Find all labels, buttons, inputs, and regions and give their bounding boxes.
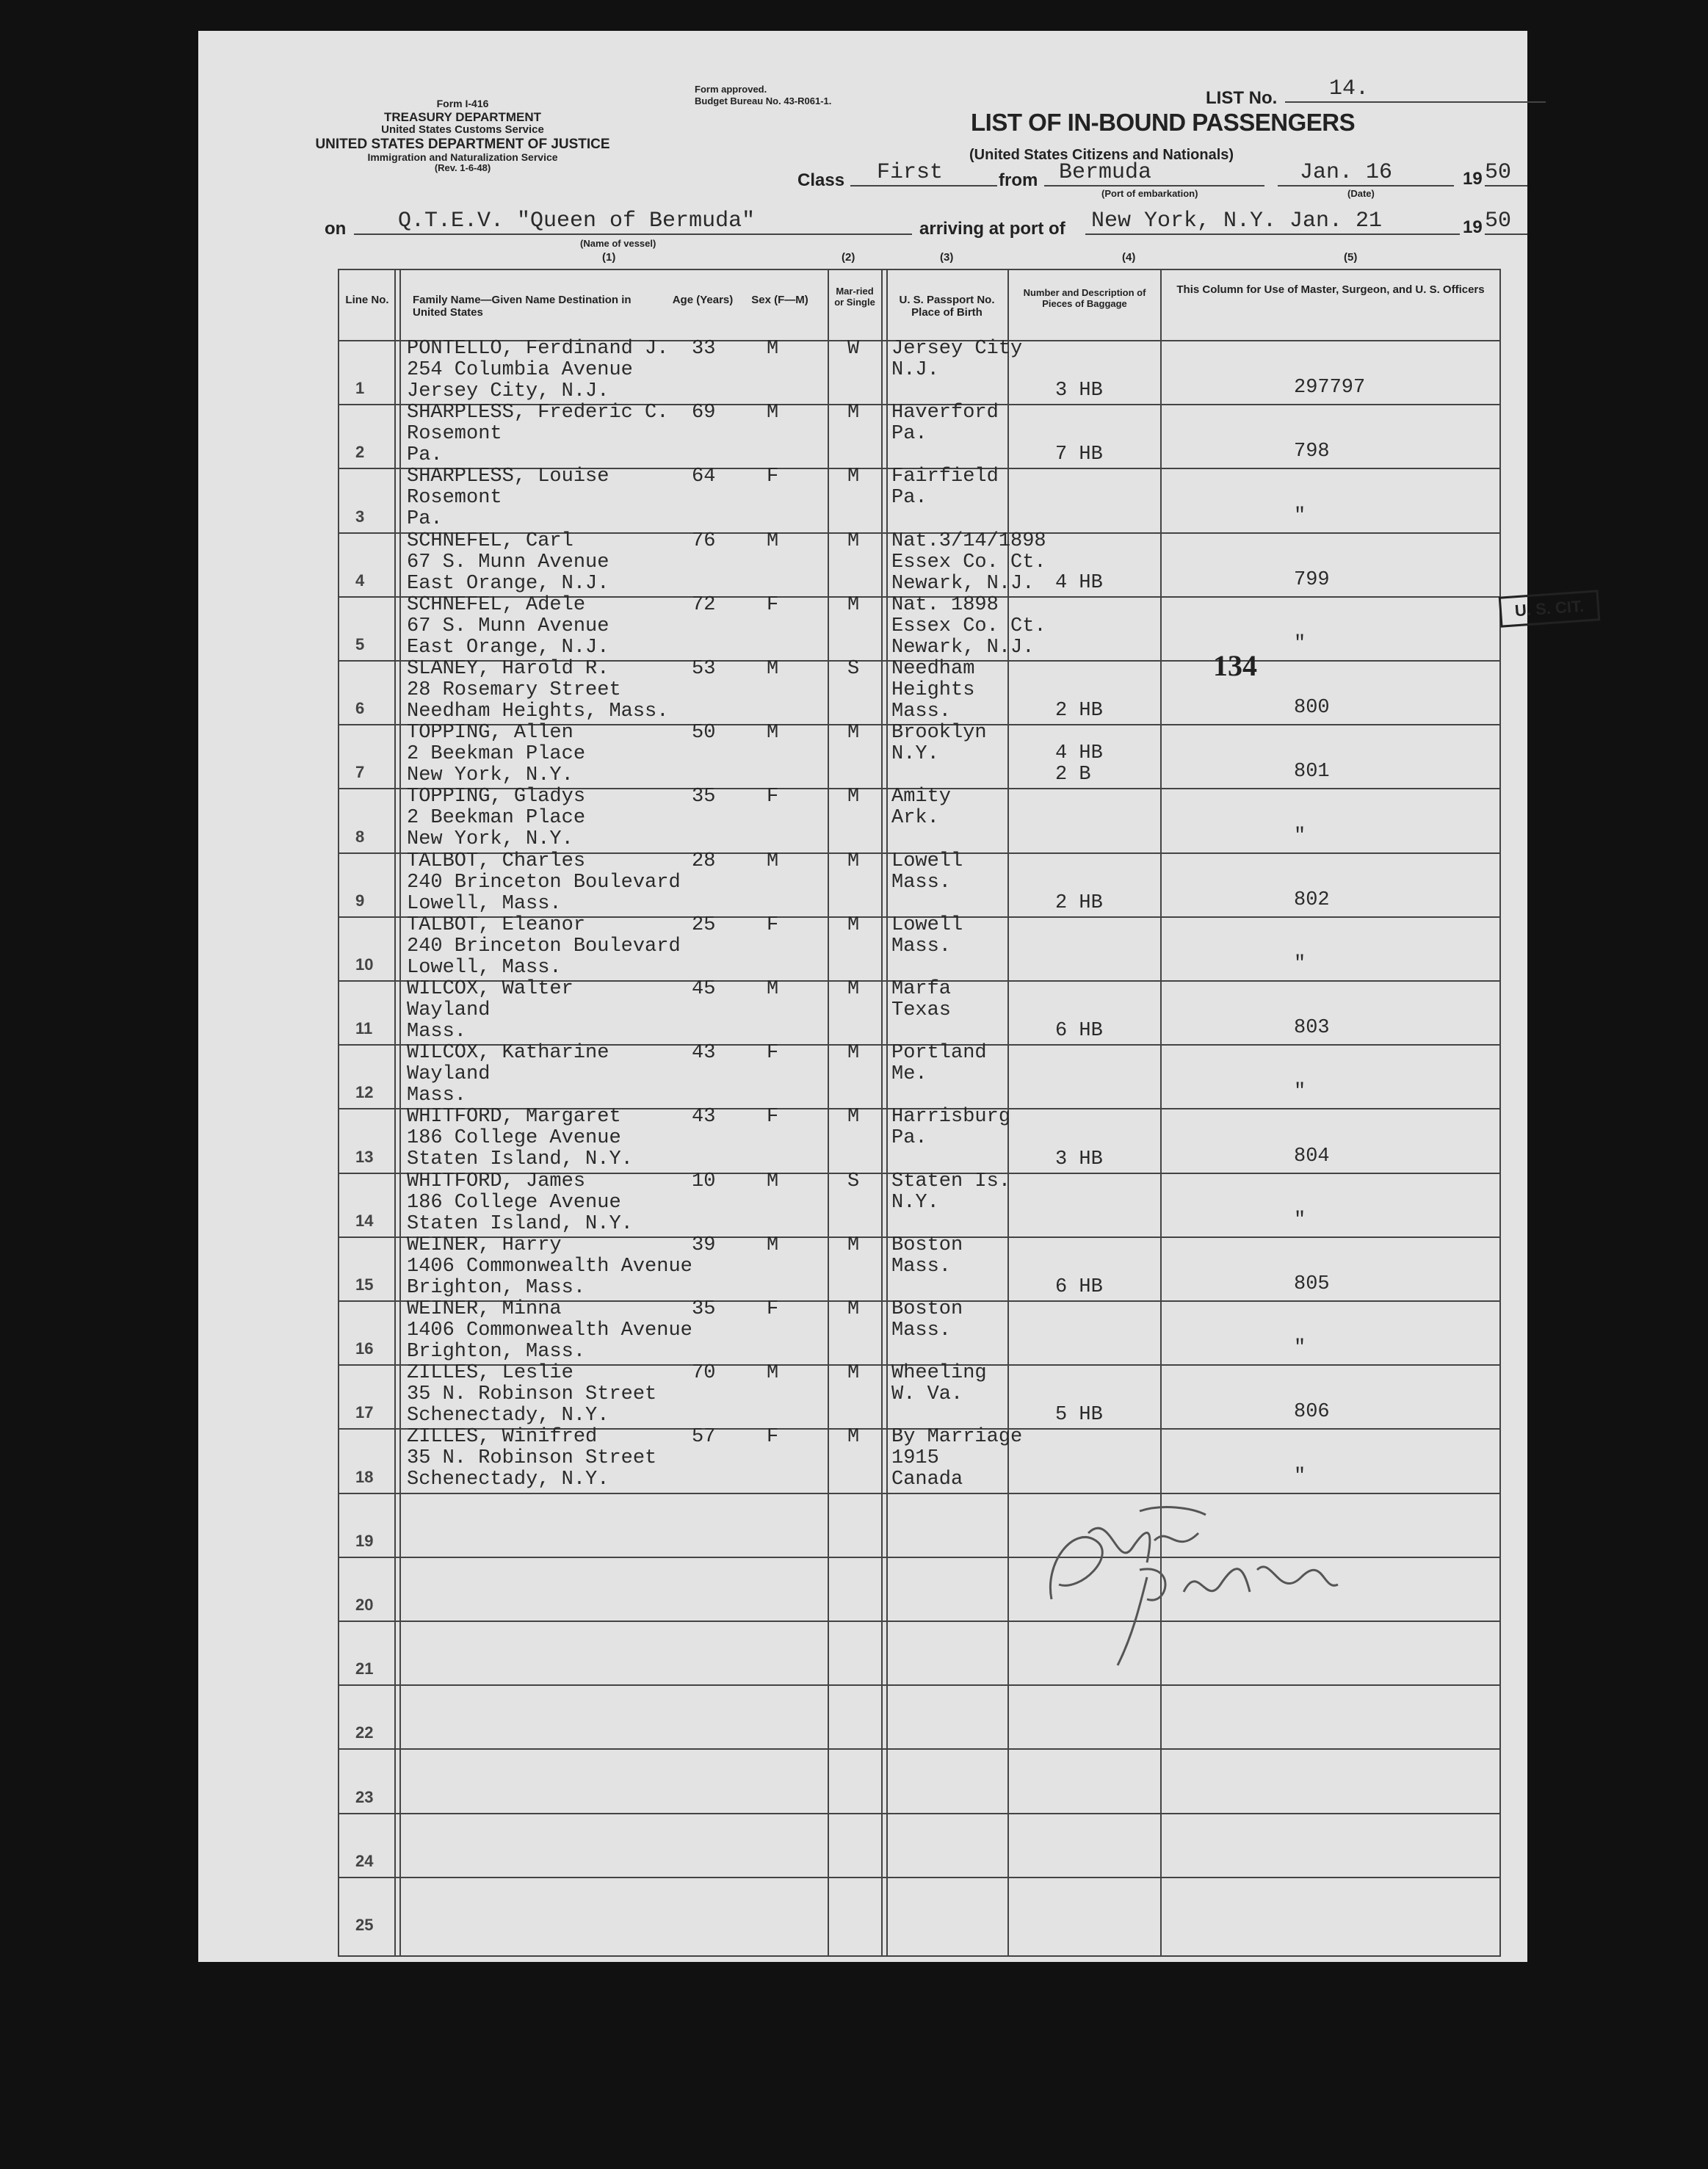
col-number-4: (4): [1122, 251, 1136, 264]
line-number: 20: [355, 1595, 374, 1614]
arrival-year-field: 50: [1485, 209, 1527, 235]
baggage-pieces: 4 HB: [1055, 571, 1103, 594]
list-no-label: LIST No.: [1206, 88, 1278, 108]
passenger-sex: M: [767, 529, 779, 552]
page-number-stamp: 134: [1213, 649, 1257, 682]
passenger-name-destination: SHARPLESS, Frederic C. Rosemont Pa.: [407, 402, 669, 467]
col-number-3: (3): [940, 251, 954, 264]
year-prefix: 19: [1463, 169, 1483, 189]
passenger-list-form: [198, 31, 1585, 1962]
passenger-age: 72: [692, 593, 716, 616]
passenger-birthplace: Haverford Pa.: [891, 402, 999, 446]
passenger-name-destination: TALBOT, Eleanor 240 Brinceton Boulevard Lowell, Mass.: [407, 913, 681, 979]
passenger-age: 76: [692, 529, 716, 552]
officer-number: 806: [1294, 1401, 1330, 1424]
year-prefix: 19: [1463, 217, 1483, 237]
line-number: 6: [355, 699, 365, 718]
passenger-table: [338, 269, 1585, 1957]
passenger-age: 33: [692, 338, 716, 360]
line-number: 12: [355, 1083, 374, 1102]
line-number: 25: [355, 1915, 374, 1934]
passenger-age: 28: [692, 850, 716, 872]
passenger-age: 35: [692, 1298, 716, 1320]
officer-number: 803: [1294, 1017, 1330, 1040]
passenger-birthplace: Nat.3/14/1898 Essex Co. Ct. Newark, N.J.: [891, 529, 1046, 595]
passenger-sex: F: [767, 786, 779, 808]
passenger-birthplace: Amity Ark.: [891, 786, 952, 830]
passenger-birthplace: Fairfield Pa.: [891, 466, 999, 510]
baggage-pieces: 6 HB: [1055, 1020, 1103, 1043]
officer-number: ": [1294, 1465, 1306, 1488]
form-title: LIST OF IN-BOUND PASSENGERS: [971, 109, 1356, 136]
header-line-no: Line No.: [345, 294, 389, 306]
table-row: [339, 1170, 1499, 1236]
passenger-sex: F: [767, 1298, 779, 1320]
passenger-name-destination: WHITFORD, James 186 College Avenue Staten Island, N.Y.: [407, 1170, 633, 1235]
header-marital: Mar-ried or Single: [834, 286, 875, 308]
passenger-age: 64: [692, 466, 716, 488]
bureau-line: Budget Bureau No. 43-R061-1.: [695, 95, 832, 107]
header-name: Family Name—Given Name Destination in United States: [413, 294, 632, 319]
line-number: 11: [355, 1019, 373, 1038]
header-age: Age (Years): [672, 294, 734, 306]
officer-number: 801: [1294, 761, 1330, 783]
form-revision: (Rev. 1-6-48): [434, 162, 491, 174]
passenger-birthplace: Jersey City N.J.: [891, 338, 1023, 381]
officer-number: 800: [1294, 697, 1330, 720]
table-row: [339, 468, 1499, 532]
passenger-name-destination: TALBOT, Charles 240 Brinceton Boulevard Lowell, Mass.: [407, 850, 681, 915]
officer-number: ": [1294, 1209, 1306, 1231]
passenger-name-destination: ZILLES, Winifred 35 N. Robinson Street Schenectady, N.Y.: [407, 1426, 657, 1491]
line-number: 5: [355, 634, 365, 653]
justice-dept: UNITED STATES DEPARTMENT OF JUSTICE: [315, 136, 610, 152]
baggage-pieces: 5 HB: [1055, 1404, 1103, 1427]
budget-approval: [695, 84, 831, 108]
passenger-marital-status: W: [847, 338, 860, 360]
officer-number: ": [1294, 952, 1306, 975]
passenger-marital-status: M: [847, 1362, 860, 1385]
on-label: on: [325, 219, 347, 239]
passenger-marital-status: M: [847, 1042, 860, 1065]
us-citizen-stamp: U. S. CIT.: [1499, 590, 1601, 627]
passenger-birthplace: Harrisburg Pa.: [891, 1106, 1011, 1150]
table-row: [339, 788, 1499, 852]
passenger-age: 57: [692, 1426, 716, 1449]
passenger-sex: M: [767, 722, 779, 745]
date-caption: (Date): [1347, 188, 1375, 199]
passenger-birthplace: Wheeling W. Va.: [891, 1362, 987, 1406]
header-officers: This Column for Use of Master, Surgeon, and U. S. Officers: [1176, 283, 1485, 296]
departure-date-field: Jan. 16: [1278, 160, 1454, 187]
baggage-pieces: 7 HB: [1055, 443, 1103, 466]
passenger-sex: M: [767, 1234, 779, 1256]
form-number: Form I-416: [436, 98, 489, 109]
baggage-pieces: 3 HB: [1055, 1148, 1103, 1170]
line-number: 17: [355, 1403, 374, 1422]
officer-number: 798: [1294, 441, 1330, 463]
customs-service: United States Customs Service: [381, 123, 544, 136]
passenger-name-destination: PONTELLO, Ferdinand J. 254 Columbia Avenue Jersey City, N.J.: [407, 338, 669, 402]
passenger-birthplace: Lowell Mass.: [891, 850, 963, 894]
passenger-marital-status: M: [847, 466, 860, 488]
line-number: 22: [355, 1723, 374, 1742]
table-row: [339, 404, 1499, 468]
passenger-sex: F: [767, 1106, 779, 1129]
line-number: 9: [355, 891, 365, 910]
table-row: [339, 1364, 1499, 1428]
header-passport: U. S. Passport No. Place of Birth: [899, 294, 995, 319]
line-number: 1: [355, 379, 365, 398]
arrival-field: New York, N.Y. Jan. 21: [1085, 209, 1460, 235]
passenger-name-destination: SHARPLESS, Louise Rosemont Pa.: [407, 466, 609, 531]
arriving-label: arriving at port of: [919, 219, 1065, 239]
vessel-caption: (Name of vessel): [580, 238, 656, 249]
passenger-age: 45: [692, 978, 716, 1000]
departure-year-field: 50: [1485, 160, 1527, 187]
line-number: 24: [355, 1851, 374, 1870]
officer-number: ": [1294, 632, 1306, 655]
table-row: [339, 593, 1499, 660]
line-number: 19: [355, 1531, 374, 1550]
table-row: [339, 529, 1499, 596]
table-row: [339, 724, 1499, 788]
passenger-birthplace: Staten Is. N.Y.: [891, 1170, 1011, 1214]
passenger-marital-status: M: [847, 913, 860, 936]
form-subtitle: (United States Citizens and Nationals): [969, 147, 1234, 163]
passenger-marital-status: S: [847, 658, 860, 680]
ins-service: Immigration and Naturalization Service: [367, 151, 558, 163]
passenger-sex: F: [767, 1042, 779, 1065]
line-number: 3: [355, 507, 365, 526]
passenger-sex: M: [767, 850, 779, 872]
passenger-marital-status: M: [847, 978, 860, 1000]
table-row: [339, 1877, 1499, 1941]
table-row: [339, 1684, 1499, 1748]
line-number: 7: [355, 763, 365, 782]
passenger-birthplace: Needham Heights Mass.: [891, 658, 975, 723]
passenger-birthplace: Portland Me.: [891, 1042, 987, 1086]
line-number: 16: [355, 1339, 374, 1358]
form-agency-block: [308, 98, 617, 174]
passenger-name-destination: WILCOX, Walter Wayland Mass.: [407, 978, 573, 1043]
passenger-age: 50: [692, 722, 716, 745]
passenger-sex: F: [767, 1426, 779, 1449]
passenger-age: 43: [692, 1042, 716, 1065]
inspector-signature: [1029, 1482, 1353, 1687]
passenger-marital-status: M: [847, 402, 860, 424]
passenger-age: 69: [692, 402, 716, 424]
passenger-marital-status: M: [847, 1106, 860, 1129]
vessel-field: Q.T.E.V. "Queen of Bermuda": [354, 209, 912, 235]
passenger-name-destination: ZILLES, Leslie 35 N. Robinson Street Schenectady, N.Y.: [407, 1362, 657, 1427]
passenger-name-destination: TOPPING, Gladys 2 Beekman Place New York, N.Y.: [407, 786, 586, 851]
passenger-marital-status: M: [847, 722, 860, 745]
line-number: 8: [355, 827, 365, 846]
officer-number: ": [1294, 825, 1306, 847]
baggage-pieces: 3 HB: [1055, 380, 1103, 402]
passenger-name-destination: WEINER, Minna 1406 Commonwealth Avenue Brighton, Mass.: [407, 1298, 692, 1363]
table-row: [339, 1108, 1499, 1172]
passenger-age: 39: [692, 1234, 716, 1256]
passenger-age: 35: [692, 786, 716, 808]
list-no-field: 14.: [1285, 76, 1546, 103]
from-label: from: [999, 170, 1038, 190]
line-number: 4: [355, 571, 365, 590]
passenger-sex: F: [767, 913, 779, 936]
header-sex: Sex (F—M): [751, 294, 808, 306]
line-number: 10: [355, 955, 374, 974]
passenger-age: 53: [692, 658, 716, 680]
officer-number: 802: [1294, 888, 1330, 911]
officer-number: 804: [1294, 1145, 1330, 1167]
col-number-1: (1): [602, 251, 616, 264]
passenger-birthplace: Nat. 1898 Essex Co. Ct. Newark, N.J.: [891, 593, 1046, 659]
officer-number: ": [1294, 504, 1306, 527]
table-row: [339, 980, 1499, 1044]
table-row: [339, 340, 1499, 404]
passenger-name-destination: SCHNEFEL, Carl 67 S. Munn Avenue East Orange, N.J.: [407, 529, 609, 595]
passenger-age: 70: [692, 1362, 716, 1385]
baggage-pieces: 2 HB: [1055, 700, 1103, 723]
passenger-sex: M: [767, 978, 779, 1000]
baggage-pieces: 2 HB: [1055, 891, 1103, 914]
passenger-age: 25: [692, 913, 716, 936]
passenger-marital-status: M: [847, 786, 860, 808]
port-embarkation-caption: (Port of embarkation): [1101, 188, 1198, 199]
passenger-marital-status: M: [847, 1234, 860, 1256]
table-row: [339, 852, 1499, 916]
table-row: [339, 913, 1499, 980]
passenger-birthplace: By Marriage 1915 Canada: [891, 1426, 1023, 1491]
line-number: 23: [355, 1787, 374, 1806]
line-number: 13: [355, 1147, 374, 1166]
line-number: 2: [355, 443, 365, 462]
passenger-name-destination: WEINER, Harry 1406 Commonwealth Avenue Brighton, Mass.: [407, 1234, 692, 1299]
baggage-pieces: 6 HB: [1055, 1275, 1103, 1298]
passenger-sex: M: [767, 658, 779, 680]
passenger-sex: M: [767, 338, 779, 360]
table-row: [339, 1044, 1499, 1108]
officer-number: 799: [1294, 568, 1330, 591]
passenger-name-destination: SCHNEFEL, Adele 67 S. Munn Avenue East Orange, N.J.: [407, 593, 609, 659]
table-row: [339, 660, 1499, 724]
line-number: 15: [355, 1275, 374, 1294]
header-baggage: Number and Description of Pieces of Baggage: [1023, 287, 1146, 309]
table-row: [339, 1813, 1499, 1877]
officer-number: 805: [1294, 1272, 1330, 1295]
baggage-pieces: 4 HB 2 B: [1055, 742, 1103, 786]
passenger-birthplace: Lowell Mass.: [891, 913, 963, 957]
passenger-sex: M: [767, 402, 779, 424]
approval-line: Form approved.: [695, 84, 767, 95]
col-number-2: (2): [842, 251, 855, 264]
passenger-name-destination: TOPPING, Allen 2 Beekman Place New York, N.Y.: [407, 722, 586, 787]
passenger-marital-status: M: [847, 850, 860, 872]
passenger-sex: F: [767, 593, 779, 616]
passenger-sex: M: [767, 1170, 779, 1192]
class-field: First: [850, 160, 997, 187]
passenger-marital-status: M: [847, 529, 860, 552]
treasury-dept: TREASURY DEPARTMENT: [383, 109, 542, 124]
passenger-birthplace: Boston Mass.: [891, 1298, 963, 1341]
table-row: [339, 1236, 1499, 1300]
class-label: Class: [797, 170, 845, 190]
line-number: 21: [355, 1659, 374, 1679]
passenger-marital-status: M: [847, 1298, 860, 1320]
officer-number: ": [1294, 1337, 1306, 1360]
passenger-birthplace: Brooklyn N.Y.: [891, 722, 987, 766]
passenger-sex: F: [767, 466, 779, 488]
line-number: 14: [355, 1211, 374, 1230]
passenger-name-destination: WILCOX, Katharine Wayland Mass.: [407, 1042, 609, 1107]
passenger-marital-status: M: [847, 1426, 860, 1449]
table-row: [339, 1748, 1499, 1812]
col-number-5: (5): [1344, 251, 1358, 264]
passenger-marital-status: S: [847, 1170, 860, 1192]
passenger-age: 43: [692, 1106, 716, 1129]
passenger-age: 10: [692, 1170, 716, 1192]
passenger-birthplace: Marfa Texas: [891, 978, 952, 1021]
passenger-name-destination: WHITFORD, Margaret 186 College Avenue Staten Island, N.Y.: [407, 1106, 633, 1171]
line-number: 18: [355, 1467, 374, 1486]
officer-number: 297797: [1294, 377, 1366, 399]
officer-number: ": [1294, 1081, 1306, 1104]
passenger-marital-status: M: [847, 593, 860, 616]
passenger-sex: M: [767, 1362, 779, 1385]
passenger-birthplace: Boston Mass.: [891, 1234, 963, 1278]
passenger-name-destination: SLANEY, Harold R. 28 Rosemary Street Needham Heights, Mass.: [407, 658, 669, 723]
from-field: Bermuda: [1044, 160, 1264, 187]
table-row: [339, 1300, 1499, 1364]
